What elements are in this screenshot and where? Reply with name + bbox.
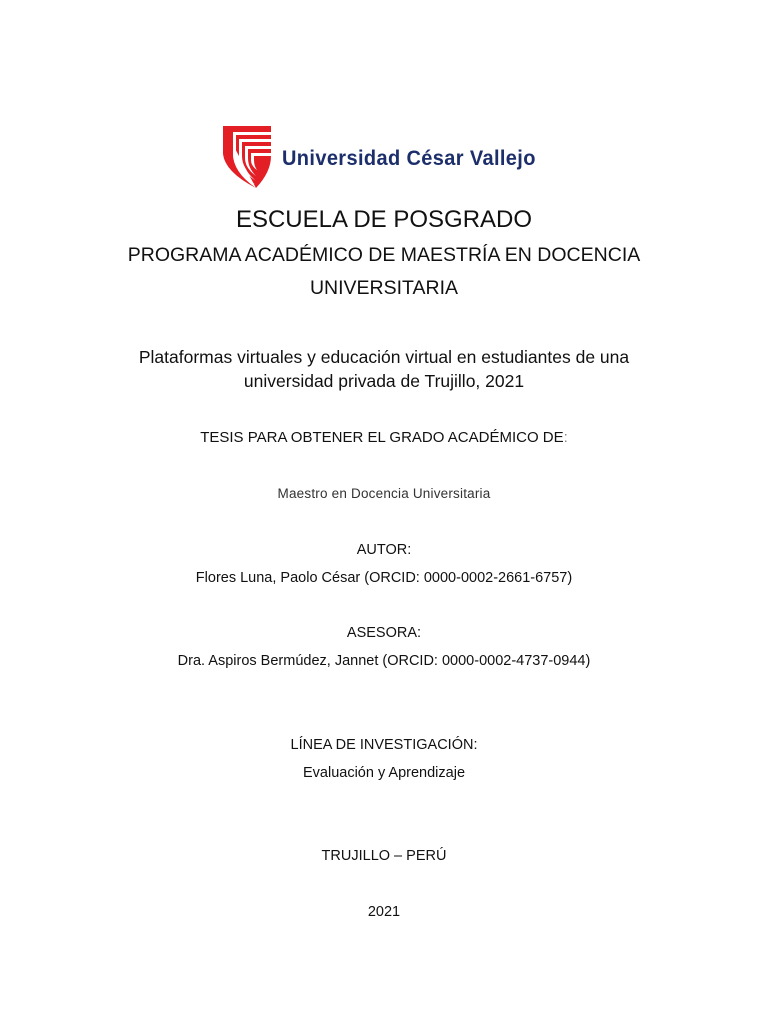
university-logo (223, 126, 563, 190)
advisor-name: Dra. Aspiros Bermúdez, Jannet (ORCID: 0000-0002-4737-0944) (177, 653, 591, 669)
program-name-line-1: PROGRAMA ACADÉMICO DE MAESTRÍA EN DOCENCIA (127, 244, 641, 266)
university-shield-icon (223, 126, 271, 188)
author-heading: AUTOR: (356, 542, 412, 558)
author-name: Flores Luna, Paolo César (ORCID: 0000-0002-2661-6757) (195, 570, 573, 586)
university-name-logotype: Universidad César Vallejo (282, 146, 536, 170)
program-name-line-2: UNIVERSITARIA (309, 277, 459, 299)
advisor-heading: ASESORA: (346, 625, 422, 641)
school-name: ESCUELA DE POSGRADO (235, 206, 533, 233)
research-line-heading: LÍNEA DE INVESTIGACIÓN: (290, 737, 478, 753)
thesis-purpose-colon: : (563, 429, 568, 446)
thesis-title-line-2: universidad privada de Trujillo, 2021 (243, 371, 525, 391)
degree-name: Maestro en Docencia Universitaria (277, 486, 491, 501)
thesis-title-line-1: Plataformas virtuales y educación virtual en estudiantes de una (138, 347, 630, 367)
thesis-purpose-text: TESIS PARA OBTENER EL GRADO ACADÉMICO DE (200, 429, 564, 446)
year: 2021 (367, 904, 401, 920)
research-line-value: Evaluación y Aprendizaje (302, 765, 466, 781)
city-country: TRUJILLO – PERÚ (321, 848, 447, 864)
thesis-purpose (0, 429, 768, 446)
